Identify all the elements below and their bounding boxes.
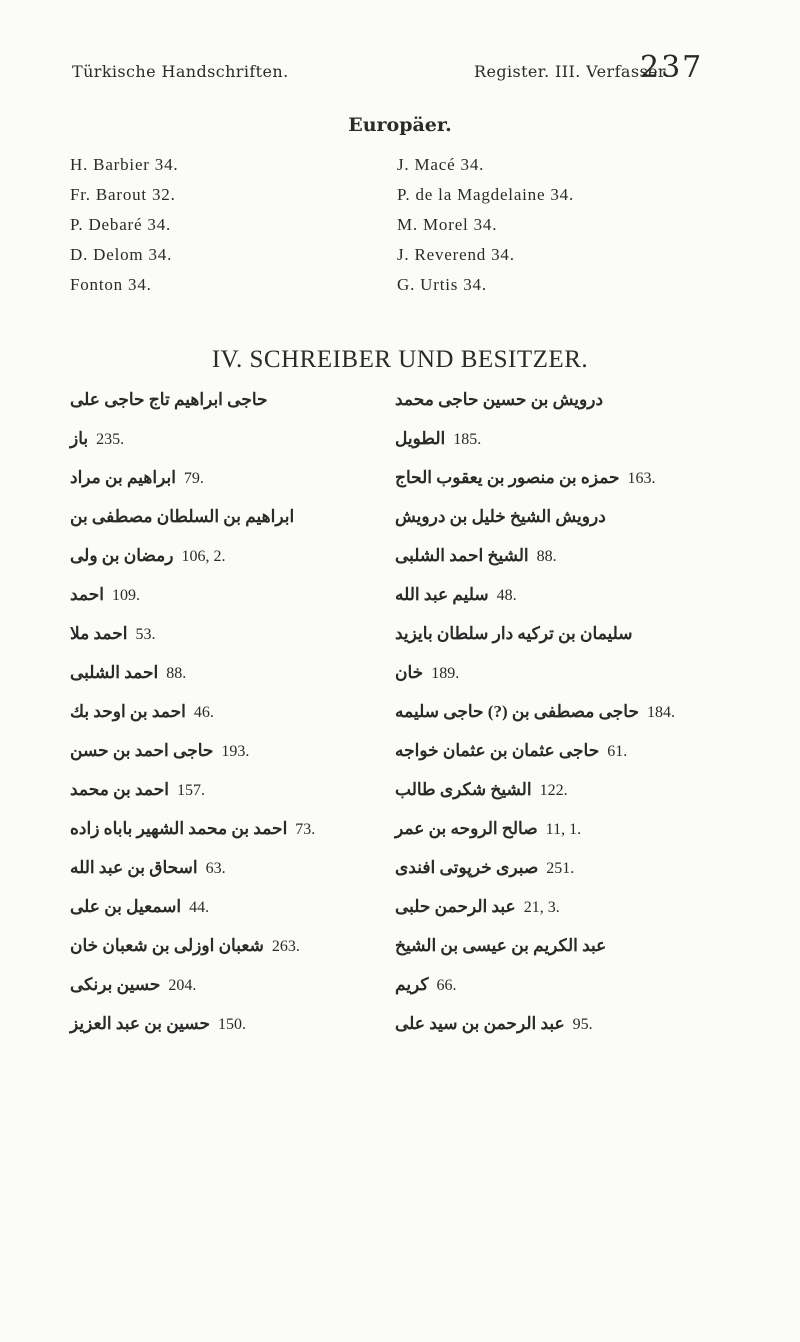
register-entry	[70, 653, 370, 692]
manuscript-ref: 46.	[193, 704, 214, 721]
register-entry	[70, 497, 370, 536]
register-entry	[395, 653, 695, 692]
list-item: J. Macé 34.	[397, 155, 485, 174]
schreiber-list-left	[70, 380, 370, 1043]
register-entry	[395, 731, 695, 770]
manuscript-ref: 263.	[271, 938, 300, 955]
register-entry	[70, 887, 370, 926]
arabic-name: الطويل	[395, 429, 446, 448]
arabic-name: احمد	[70, 585, 104, 604]
register-entry	[70, 575, 370, 614]
register-entry	[70, 692, 370, 731]
arabic-name: رمضان بن ولى	[70, 546, 174, 565]
register-entry	[395, 926, 695, 965]
list-item: Fonton 34.	[70, 275, 152, 294]
register-entry	[395, 458, 695, 497]
europaer-list-left	[70, 150, 178, 300]
arabic-name: عبد الرحمن بن سيد على	[395, 1014, 565, 1033]
manuscript-ref: 95.	[572, 1016, 593, 1033]
register-entry	[395, 380, 695, 419]
register-entry	[70, 458, 370, 497]
register-entry	[395, 770, 695, 809]
arabic-name: عبد الرحمن حلبى	[395, 897, 516, 916]
arabic-name: باز	[70, 429, 89, 448]
arabic-name: احمد بن محمد الشهير باباه زاده	[70, 819, 288, 838]
arabic-name: شعبان اوزلى بن شعبان خان	[70, 936, 264, 955]
arabic-name: حسين برنكى	[70, 975, 161, 994]
running-header-right: Register. III. Verfasser.	[474, 62, 670, 81]
manuscript-ref: 109.	[111, 587, 140, 604]
manuscript-ref: 106, 2.	[181, 548, 226, 565]
arabic-name: كريم	[395, 975, 429, 994]
register-entry	[70, 965, 370, 1004]
register-entry	[70, 926, 370, 965]
register-entry	[395, 575, 695, 614]
manuscript-ref: 53.	[135, 626, 156, 643]
register-entry	[70, 536, 370, 575]
arabic-name: حسين بن عبد العزيز	[70, 1014, 210, 1033]
manuscript-ref: 204.	[168, 977, 197, 994]
arabic-name: الشيخ احمد الشلبى	[395, 546, 529, 565]
register-entry	[70, 731, 370, 770]
arabic-name: درويش بن حسين حاجى محمد	[395, 390, 604, 409]
register-entry	[70, 770, 370, 809]
arabic-name: حاجى احمد بن حسن	[70, 741, 214, 760]
manuscript-ref: 122.	[539, 782, 568, 799]
section-heading: IV. SCHREIBER UND BESITZER.	[211, 346, 589, 373]
list-item: D. Delom 34.	[70, 245, 173, 264]
list-item: M. Morel 34.	[397, 215, 498, 234]
arabic-name: احمد الشلبى	[70, 663, 159, 682]
manuscript-ref: 63.	[205, 860, 226, 877]
manuscript-ref: 189.	[431, 665, 460, 682]
manuscript-ref: 44.	[189, 899, 210, 916]
page-number: 237	[640, 50, 704, 85]
manuscript-ref: 193.	[221, 743, 250, 760]
list-item: P. Debaré 34.	[70, 215, 172, 234]
manuscript-ref: 79.	[183, 470, 204, 487]
manuscript-ref: 184.	[647, 704, 675, 721]
europaer-list-right	[397, 150, 574, 300]
list-item: H. Barbier 34.	[70, 155, 179, 174]
arabic-name: صبرى خرپوتى افندى	[395, 858, 539, 877]
arabic-name: الشيخ شكرى طالب	[395, 780, 532, 799]
manuscript-ref: 157.	[177, 782, 205, 799]
schreiber-list-right	[395, 380, 695, 1043]
register-entry	[395, 692, 695, 731]
list-item: G. Urtis 34.	[397, 275, 487, 294]
list-item: J. Reverend 34.	[397, 245, 515, 264]
register-entry	[70, 614, 370, 653]
register-entry	[70, 848, 370, 887]
arabic-name: حمزه بن منصور بن يعقوب الحاج	[395, 468, 620, 487]
register-entry	[395, 848, 695, 887]
running-header-left: Türkische Handschriften.	[72, 62, 289, 81]
register-entry	[70, 809, 370, 848]
register-entry	[395, 497, 695, 536]
manuscript-ref: 185.	[453, 431, 482, 448]
arabic-name: درويش الشيخ خليل بن درويش	[395, 507, 606, 526]
manuscript-ref: 11, 1.	[545, 821, 582, 838]
arabic-name: ابراهيم بن السلطان مصطفى بن	[70, 507, 295, 526]
register-entry	[70, 1004, 370, 1043]
manuscript-ref: 48.	[496, 587, 517, 604]
register-entry	[395, 419, 695, 458]
register-entry	[395, 1004, 695, 1043]
manuscript-ref: 88.	[536, 548, 557, 565]
manuscript-ref: 150.	[217, 1016, 246, 1033]
arabic-name: صالح الروحه بن عمر	[395, 819, 538, 838]
manuscript-ref: 251.	[546, 860, 575, 877]
register-entry	[395, 887, 695, 926]
register-entry	[395, 536, 695, 575]
arabic-name: اسحاق بن عبد الله	[70, 858, 198, 877]
arabic-name: احمد بن محمد	[70, 780, 169, 799]
manuscript-ref: 235.	[96, 431, 125, 448]
list-item: P. de la Magdelaine 34.	[397, 185, 575, 204]
arabic-name: ابراهيم بن مراد	[70, 468, 176, 487]
manuscript-ref: 73.	[295, 821, 316, 838]
register-entry	[395, 614, 695, 653]
arabic-name: حاجى ابراهيم تاج حاجى على	[70, 390, 268, 409]
register-entry	[395, 809, 695, 848]
arabic-name: عبد الكريم بن عيسى بن الشيخ	[395, 936, 607, 955]
arabic-name: خان	[395, 663, 424, 682]
register-entry	[395, 965, 695, 1004]
arabic-name: حاجى عثمان بن عثمان خواجه	[395, 741, 600, 760]
arabic-name: احمد ملا	[70, 624, 128, 643]
list-item: Fr. Barout 32.	[70, 185, 176, 204]
arabic-name: سليم عبد الله	[395, 585, 489, 604]
arabic-name: احمد بن اوحد بك	[70, 702, 186, 721]
manuscript-ref: 163.	[627, 470, 656, 487]
manuscript-ref: 88.	[166, 665, 187, 682]
register-entry	[70, 380, 370, 419]
register-entry	[70, 419, 370, 458]
arabic-name: اسمعيل بن على	[70, 897, 182, 916]
manuscript-ref: 66.	[436, 977, 457, 994]
europaer-heading: Europäer.	[348, 114, 452, 136]
manuscript-ref: 61.	[607, 743, 628, 760]
arabic-name: حاجى مصطفى بن (?) حاجى سليمه	[395, 702, 639, 721]
arabic-name: سليمان بن تركيه دار سلطان بايزيد	[395, 624, 633, 643]
manuscript-ref: 21, 3.	[523, 899, 560, 916]
